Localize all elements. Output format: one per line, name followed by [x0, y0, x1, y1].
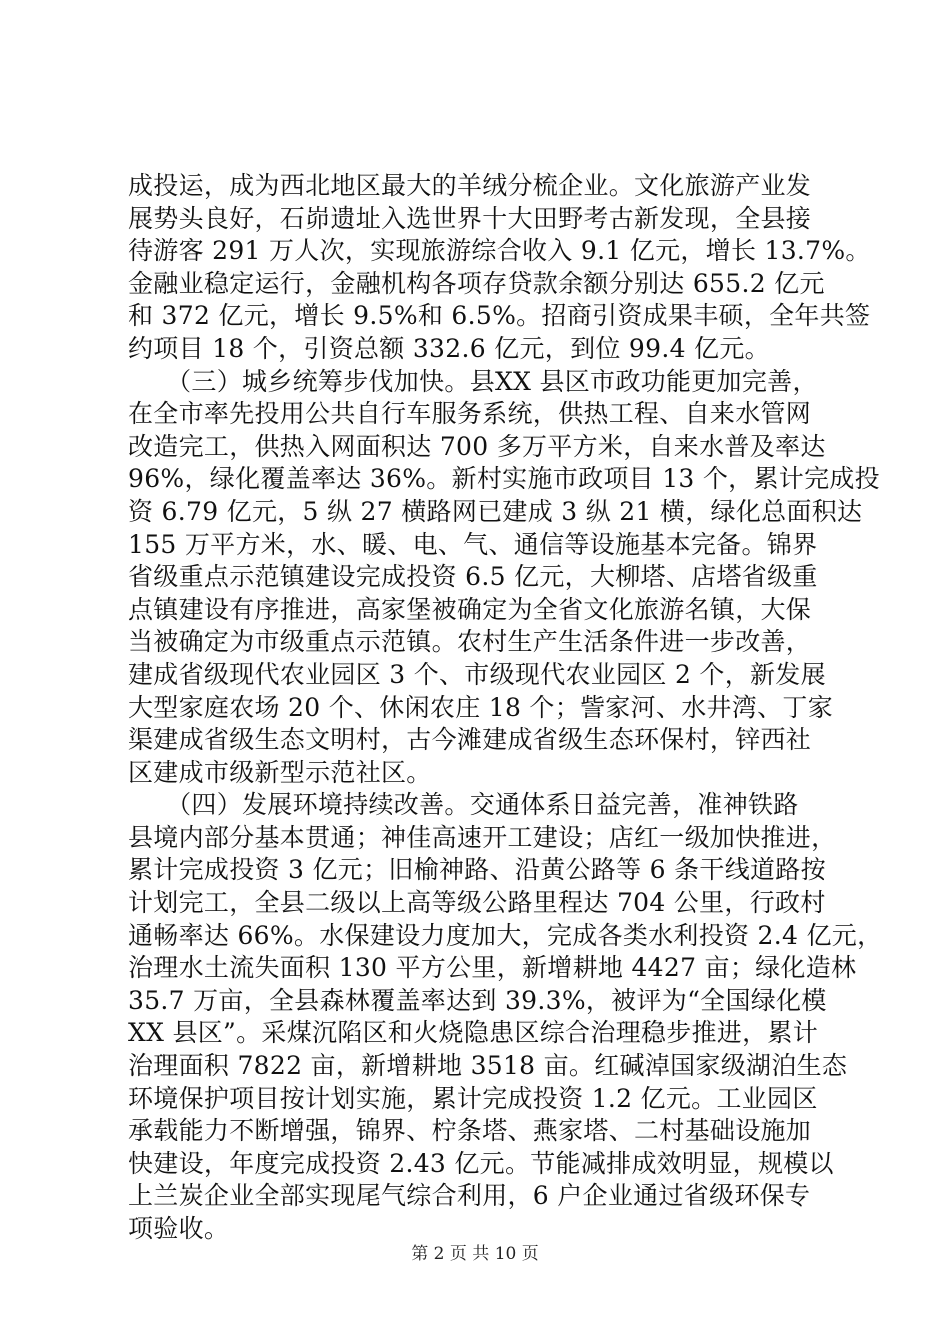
text-line: 治理面积 7822 亩，新增耕地 3518 亩。红碱淖国家级湖泊生态 — [128, 1051, 848, 1081]
text-line: 计划完工，全县二级以上高等级公路里程达 704 公里，行政村 — [128, 888, 826, 918]
text-line: 当被确定为市级重点示范镇。农村生产生活条件进一步改善， — [128, 627, 812, 657]
text-line: 区建成市级新型示范社区。 — [128, 757, 432, 787]
text-line: 和 372 亿元，增长 9.5%和 6.5%。招商引资成果丰硕，全年共签 — [128, 301, 871, 331]
text-line: 96%，绿化覆盖率达 36%。新村实施市政项目 13 个，累计完成投 — [128, 464, 880, 494]
text-line: 累计完成投资 3 亿元；旧榆神路、沿黄公路等 6 条干线道路按 — [128, 855, 826, 885]
text-line: 建成省级现代农业园区 3 个、市级现代农业园区 2 个，新发展 — [128, 659, 826, 689]
text-line: 快建设，年度完成投资 2.43 亿元。节能减排成效明显，规模以 — [128, 1148, 834, 1178]
text-line: 展势头良好，石峁遗址入选世界十大田野考古新发现，全县接 — [128, 203, 812, 233]
text-line: 环境保护项目按计划实施，累计完成投资 1.2 亿元。工业园区 — [128, 1083, 818, 1113]
text-line: 承载能力不断增强，锦界、柠条塔、燕家塔、二村基础设施加 — [128, 1116, 812, 1146]
text-line: 县境内部分基本贯通；神佳高速开工建设；店红一级加快推进， — [128, 822, 837, 852]
text-line: 项验收。 — [128, 1214, 230, 1243]
text-line: 省级重点示范镇建设完成投资 6.5 亿元，大柳塔、店塔省级重 — [128, 562, 818, 592]
body-text — [128, 170, 883, 1246]
text-line: 点镇建设有序推进，高家堡被确定为全省文化旅游名镇，大保 — [128, 594, 812, 624]
text-line: 改造完工，供热入网面积达 700 多万平方米，自来水普及率达 — [128, 431, 826, 461]
text-line: XX 县区”。采煤沉陷区和火烧隐患区综合治理稳步推进，累计 — [128, 1018, 819, 1048]
text-line: 155 万平方米，水、暖、电、气、通信等设施基本完备。锦界 — [128, 529, 818, 559]
text-line: 金融业稳定运行，金融机构各项存贷款余额分别达 655.2 亿元 — [128, 268, 825, 298]
text-line: 资 6.79 亿元，5 纵 27 横路网已建成 3 纵 21 横，绿化总面积达 — [128, 496, 863, 526]
page-footer: 第 2 页 共 10 页 — [411, 1244, 539, 1264]
text-line: 渠建成省级生态文明村，古今滩建成省级生态环保村，锌西社 — [128, 725, 812, 755]
text-line: 约项目 18 个，引资总额 332.6 亿元，到位 99.4 亿元。 — [128, 333, 770, 363]
text-line: 上兰炭企业全部实现尾气综合利用，6 户企业通过省级环保专 — [128, 1181, 811, 1211]
text-line: 通畅率达 66%。水保建设力度加大，完成各类水利投资 2.4 亿元， — [128, 920, 883, 950]
text-line: 大型家庭农场 20 个、休闲农庄 18 个；訾家河、水井湾、丁家 — [128, 692, 834, 722]
text-line: 待游客 291 万人次，实现旅游综合收入 9.1 亿元，增长 13.7%。 — [128, 236, 871, 266]
text-line: （三）城乡统筹步伐加快。县XX 县区市政功能更加完善， — [128, 366, 818, 396]
text-line: 成投运，成为西北地区最大的羊绒分梳企业。文化旅游产业发 — [128, 171, 812, 200]
text-line: 35.7 万亩，全县森林覆盖率达到 39.3%，被评为“全国绿化模 — [128, 985, 827, 1015]
text-line: 在全市率先投用公共自行车服务系统，供热工程、自来水管网 — [128, 399, 812, 429]
text-line: 治理水土流失面积 130 平方公里，新增耕地 4427 亩；绿化造林 — [128, 953, 857, 983]
text-line: （四）发展环境持续改善。交通体系日益完善，准神铁路 — [128, 790, 799, 820]
